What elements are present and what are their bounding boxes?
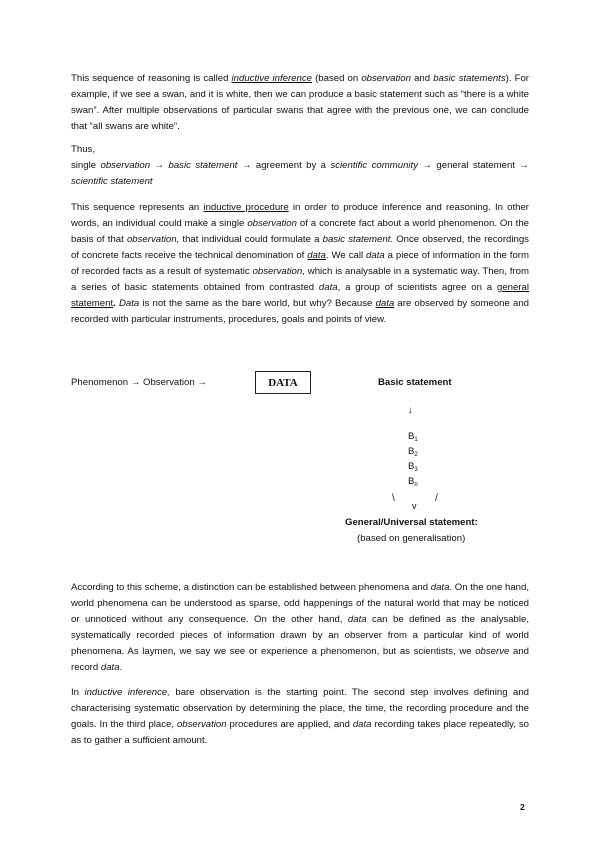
- data-box: DATA: [255, 371, 311, 394]
- generalisation-note: (based on generalisation): [357, 533, 466, 544]
- paragraph-observation-steps: In inductive inference, bare observation is the starting point. The second step involves defining and characterising systematic observation by determining the place, the time, the recording procedure and the goals. In the third place, observation procedures are applied, and data recording takes place repeatedly, so as to gather a sufficient amount.: [71, 687, 530, 746]
- left-bracket-mark: \: [392, 493, 395, 504]
- page-number: 2: [520, 802, 525, 812]
- term-inductive-procedure: inductive procedure: [203, 202, 289, 213]
- down-arrow-icon: ↓: [408, 405, 413, 416]
- paragraph-inductive-procedure: This sequence represents an inductive procedure in order to produce inference and reasoning. In other words, an individual could make a single observation of a concrete fact about a world phenomenon. On the basis of that observation, that individual could formulate a basic statement. Once observed, the recordings of concrete facts receive the technical denomination of data. We call data a piece of information in the form of recorded facts as a result of systematic observation, which is analysable in a systematic way. Then, from a series of basic statements obtained from contrasted data, a group of scientists agree on a general statement. Data is not the same as the bare world, but why? Because data are observed by someone and recorded with particular instruments, procedures, goals and points of view.: [71, 202, 529, 325]
- basic-statement-label: Basic statement: [378, 377, 452, 388]
- thus-label: Thus,: [71, 144, 95, 155]
- basic-statement-b1: $B_1$: [408, 431, 418, 443]
- general-statement-label: General/Universal statement:: [345, 517, 478, 528]
- term-inductive-inference: inductive inference: [231, 73, 312, 84]
- converge-mark: v: [412, 501, 417, 511]
- term-general-statement: general statement: [71, 282, 529, 309]
- basic-statement-b3: $B_3$: [408, 461, 418, 473]
- reasoning-chain: single observation → basic statement → agreement by a scientific community → general statement → scientific statement: [71, 160, 529, 187]
- basic-statement-b2: $B_2$: [408, 446, 418, 458]
- diagram-flow-left: Phenomenon → Observation →: [71, 377, 207, 388]
- paragraph-phenomena-vs-data: According to this scheme, a distinction can be established between phenomena and data. On the one hand, world phenomena can be understood as sparse, odd happenings of the natural world that may be noticed or unnoticed without any consequence. On the other hand, data can be defined as the analysable, systematically recorded pieces of information drawn by an observer from a particular kind of world phenomena. As laymen, we say we see or experience a phenomenon, but as scientists, we observe and record data.: [71, 582, 529, 673]
- paragraph-inductive-inference: This sequence of reasoning is called inductive inference (based on observation and basic statements). For example, if we see a swan, and it is white, then we can produce a basic statement such as “there is a white swan”. After multiple observations of particular swans that agree with the previous one, we can conclude that “all swans are white”.: [71, 73, 529, 132]
- right-bracket-mark: /: [435, 493, 438, 504]
- basic-statement-bn: $B_n$: [408, 476, 418, 488]
